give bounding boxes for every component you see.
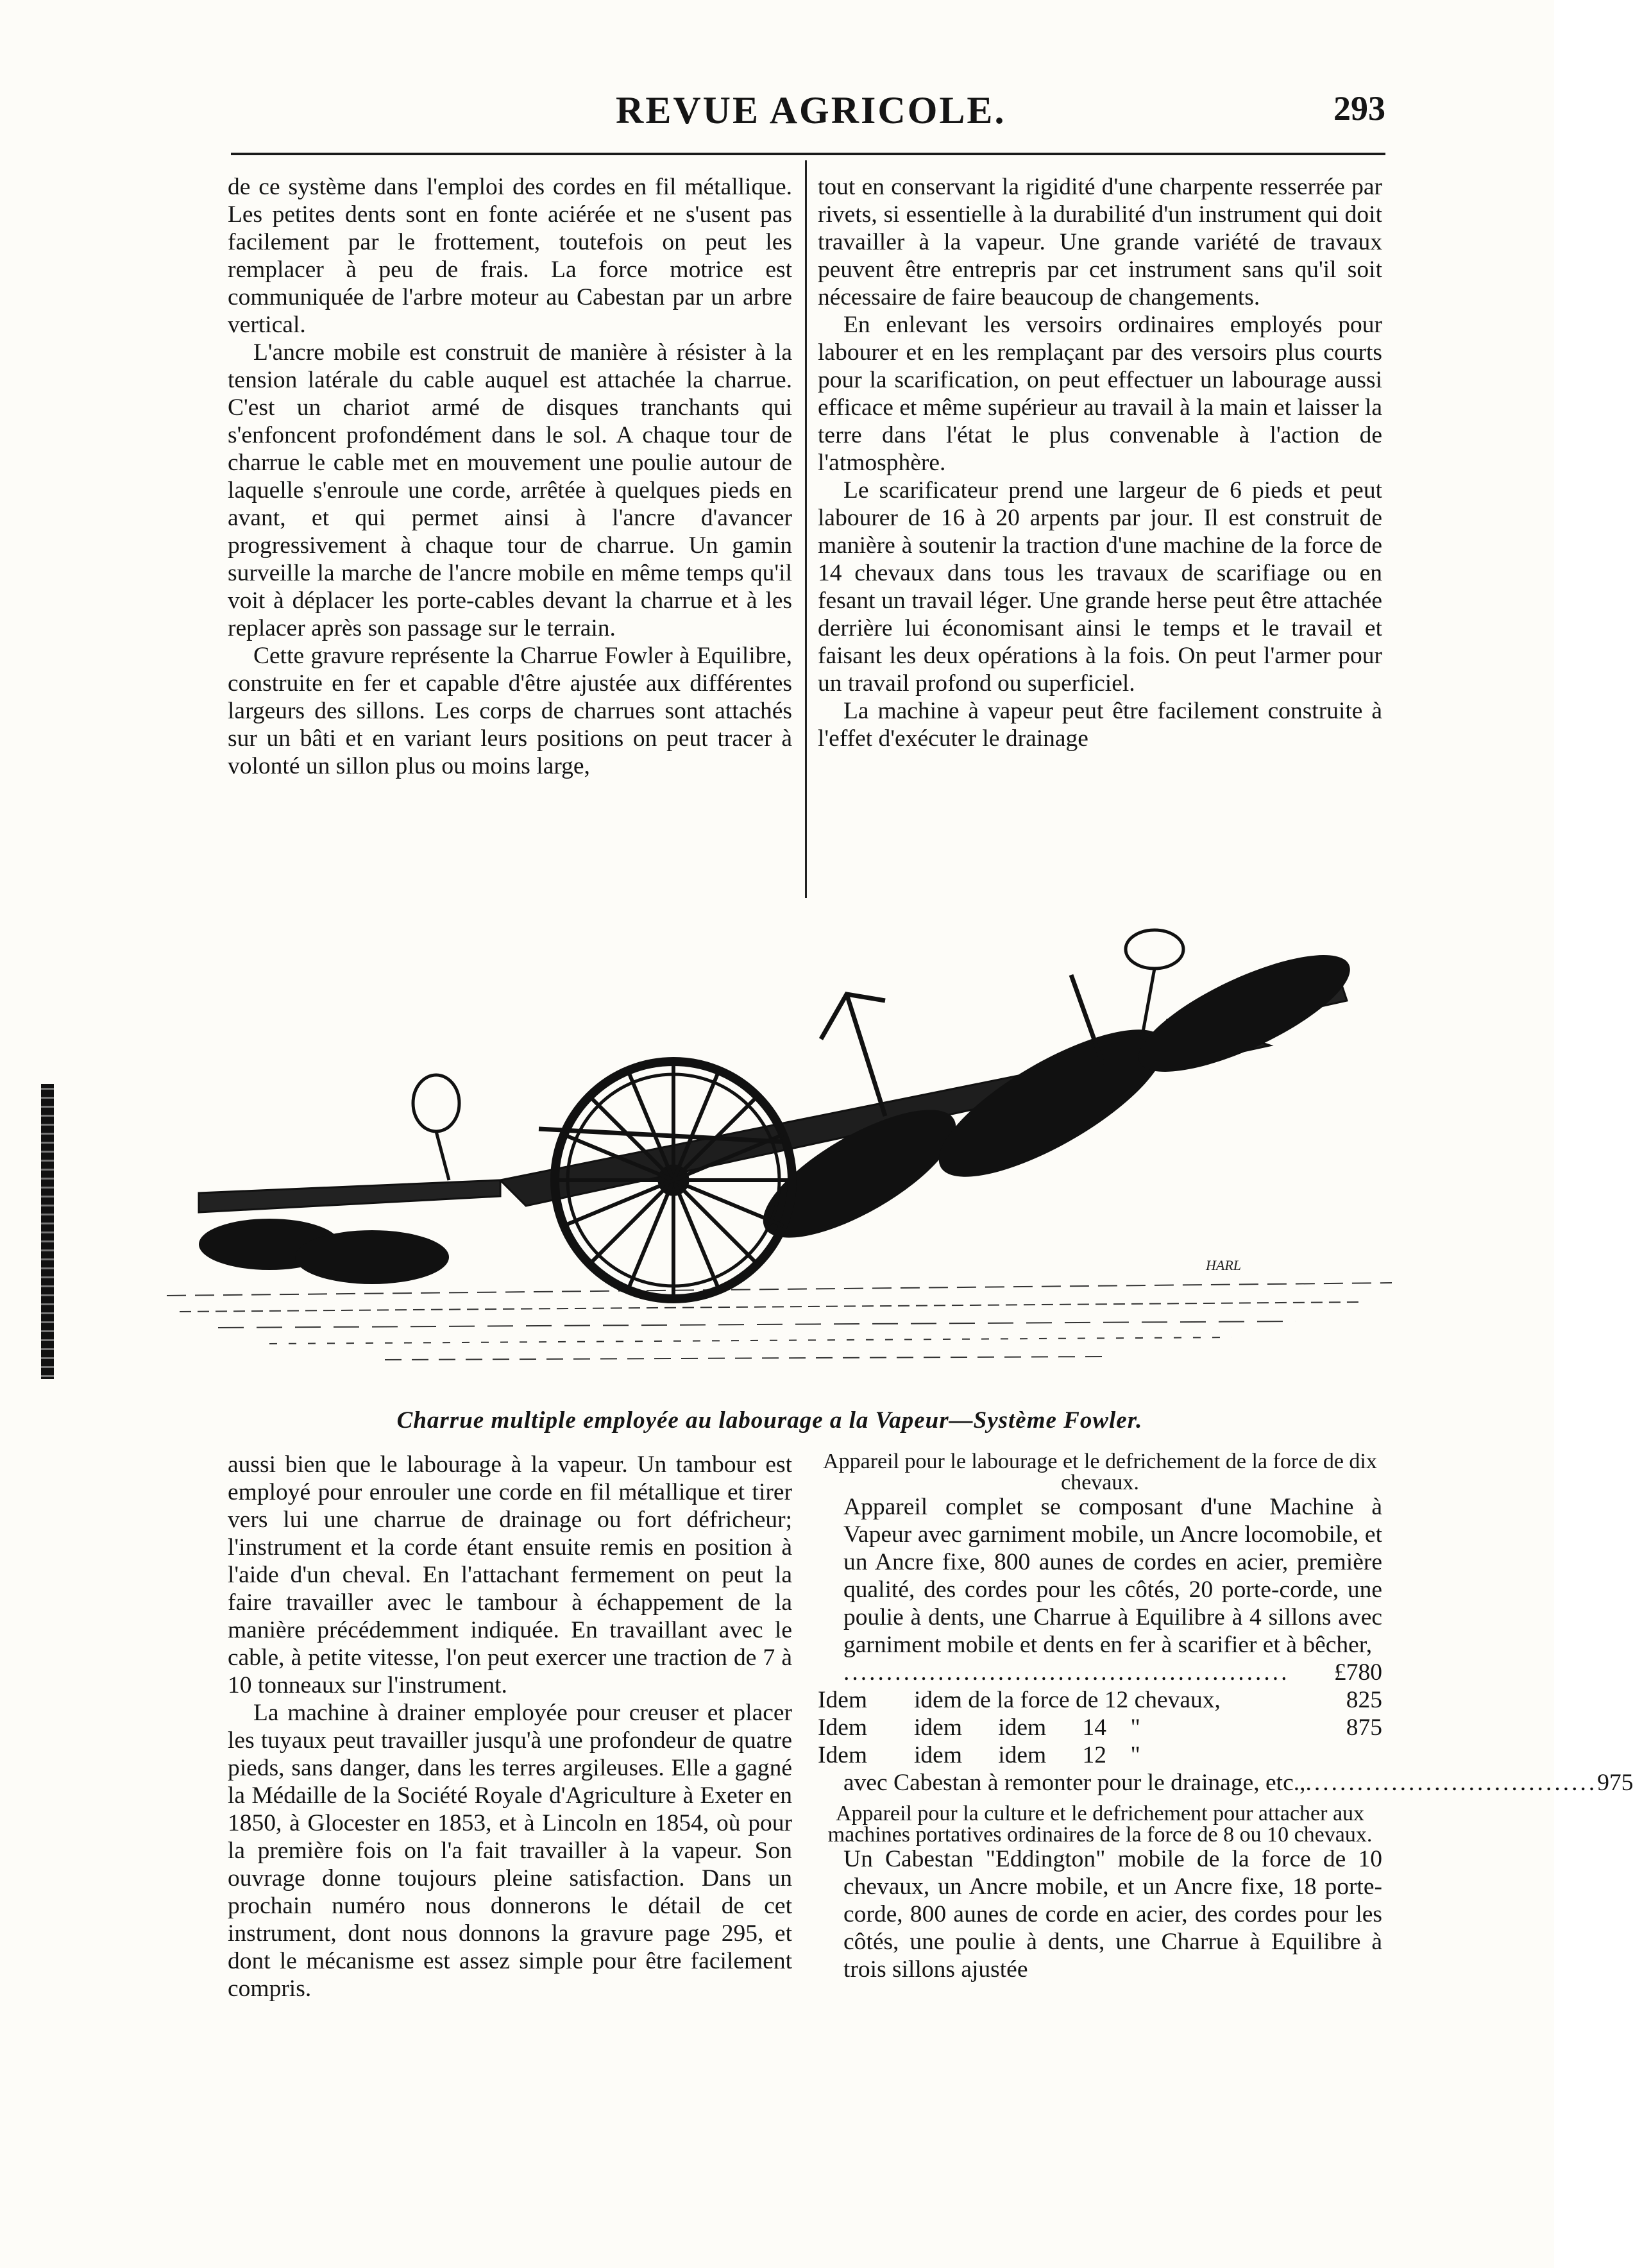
- paragraph: tout en conservant la rigidité d'une charpente resserrée par rivets, si essentielle à la durabilité d'un instrument qui doit travailler à la vapeur. Une grande variété de travaux peuvent être entrepris par cet instrument sans qu'il soit nécessaire de faire beaucoup de changements.: [818, 174, 1382, 310]
- price-item: [818, 1769, 1633, 1797]
- paragraph: Cette gravure représente la Charrue Fowler à Equilibre, construite en fer et capable d'être ajustée aux différentes largeurs des sillons. Les corps de charrues sont attachés sur un bâti et en variant leurs positions on peut tracer à volonté un sillon plus ou moins large,: [228, 643, 792, 779]
- leader-dots: ....................................................: [843, 1659, 1290, 1686]
- idem-label: Idem: [818, 1742, 868, 1768]
- price-list-heading: Appareil pour la culture et le defrichement pour attacher aux machines portatives ordinaires de la force de 8 ou 10 chevaux.: [827, 1802, 1373, 1847]
- idem-price: 825: [1346, 1687, 1382, 1713]
- idem-row: [818, 1741, 1382, 1769]
- idem-price: 875: [1346, 1714, 1382, 1741]
- price-item-text: Un Cabestan "Eddington" mobile de la force de 10 chevaux, un Ancre mobile, et un Ancre fixe, 18 porte-corde, 800 aunes de corde en acier, des cordes pour les côtés, une poulie à dents, une Charrue à Equilibre à trois sillons ajustée: [843, 1846, 1382, 1983]
- paragraph: La machine à drainer employée pour creuser et placer les tuyaux peut travailler jusqu'à une profondeur de quatre pieds, sans danger, dans les terres argileuses. Elle a gagné la Médaille de la Société Royale d'Agriculture à Exeter en 1850, à Glocester en 1853, et à Lincoln en 1854, où pour la première fois on l'a fait travailler à la vapeur. Son ouvrage donne toujours pleine satisfaction. Dans un prochain numéro nous donnerons le détail de cet instrument, dont nous donnons la gravure page 295, et dont le mécanisme est assez simple pour être facilement compris.: [228, 1700, 792, 2002]
- idem-label: Idem: [818, 1687, 868, 1713]
- steam-plough-illustration: [141, 911, 1398, 1398]
- figure-caption: Charrue multiple employée au labourage a la Vapeur—Système Fowler.: [396, 1407, 1143, 1434]
- column-right-top: [818, 173, 1382, 752]
- paragraph: de ce système dans l'emploi des cordes en fil métallique. Les petites dents sont en fonte aciérée et ne s'usent pas facilement par le frottement, toutefois on peut les remplacer à peu de frais. La force motrice est communiquée de l'arbre moteur au Cabestan par un arbre vertical.: [228, 174, 792, 338]
- margin-scan-mark: [41, 1084, 54, 1379]
- page-header: [231, 89, 1385, 133]
- idem-row: [818, 1686, 1382, 1714]
- price-list-heading: Appareil pour le labourage et le defrichement de la force de dix chevaux.: [823, 1450, 1377, 1494]
- land-wheel: [555, 1062, 792, 1299]
- header-rule: [231, 153, 1385, 155]
- price-item-text: Appareil complet se composant d'une Machine à Vapeur avec garniment mobile, un Ancre locomobile, et un Ancre fixe, 800 aunes de cordes en acier, première qualité, des cordes pour les côtés, 20 porte-corde, une poulie à dents, une Charrue à Equilibre à 4 sillons avec garniment mobile et dents en fer à scarifier et à bêcher,: [843, 1494, 1382, 1658]
- paragraph: Le scarificateur prend une largeur de 6 pieds et peut labourer de 16 à 20 arpents par jour. Il est construit de manière à soutenir la traction d'une machine de la force de 14 chevaux dans tous les travaux de scarifiage ou en fesant un travail léger. Une grande herse peut être attachée derrière lui économisant ainsi le temps et le travail et faisant les deux opérations à la fois. On peut l'armer pour un travail profond ou superficiel.: [818, 477, 1382, 697]
- column-left-top: [228, 173, 792, 780]
- paragraph: L'ancre mobile est construit de manière à résister à la tension latérale du cable auquel est attachée la charrue. C'est un chariot armé de disques tranchants qui s'enfoncent profondément dans le sol. A chaque tour de charrue le cable met en mouvement une poulie autour de laquelle s'enroule une corde, arrêtée à quelques pieds en avant, et qui permet ainsi à l'ancre d'avancer progressivement à chaque tour de charrue. Un gamin surveille la marche de l'ancre mobile en même temps qu'il voit à déplacer les porte-cables devant la charrue et à les replacer après son passage sur le terrain.: [228, 339, 792, 641]
- paragraph: La machine à vapeur peut être facilement construite à l'effet d'exécuter le drainage: [818, 698, 1382, 752]
- idem-label: Idem: [818, 1714, 868, 1741]
- price-item-total: [818, 1659, 1382, 1686]
- page-number: 293: [1333, 89, 1385, 128]
- price-amount: £780: [1334, 1659, 1382, 1686]
- column-left-bottom: [228, 1451, 792, 2002]
- running-title: REVUE AGRICOLE.: [616, 89, 1006, 131]
- paragraph: En enlevant les versoirs ordinaires employés pour labourer et en les remplaçant par des versoirs plus courts pour la scarification, on peut effectuer un labourage aussi efficace et même supérieur au travail à la main et laisser la terre dans l'état le plus convenable à l'action de l'atmosphère.: [818, 312, 1382, 476]
- plough-engraving: [141, 911, 1398, 1398]
- idem-desc: idem de la force de 12 chevaux,: [914, 1687, 1221, 1713]
- price-item: [818, 1493, 1382, 1659]
- engraver-signature: HARL: [1206, 1257, 1241, 1273]
- paragraph: aussi bien que le labourage à la vapeur. Un tambour est employé pour enrouler une corde en fil métallique et tirer vers lui une charrue de drainage ou fort défricheur; l'instrument et la corde étant ensuite remis en position à l'aide d'un cheval. En l'attachant fermement on peut la faire travailler avec le tambour à échappement de la manière précédemment indiquée. En travaillant avec le cable, à petite vitesse, l'on peut exercer une traction de 7 à 10 tonneaux sur l'instrument.: [228, 1451, 792, 1698]
- price-item: [818, 1845, 1382, 1983]
- idem-desc: idem idem 12 ": [914, 1742, 1140, 1768]
- price-item-text: avec Cabestan à remonter pour le drainage, etc.,: [843, 1770, 1306, 1796]
- ground-hatching: [167, 1283, 1392, 1360]
- leader-dots: ..................................: [1305, 1770, 1598, 1796]
- price-amount: 975: [1597, 1770, 1633, 1796]
- idem-desc: idem idem 14 ": [914, 1714, 1140, 1741]
- column-divider: [805, 160, 807, 898]
- column-right-bottom: [818, 1450, 1633, 1983]
- idem-row: [818, 1714, 1382, 1741]
